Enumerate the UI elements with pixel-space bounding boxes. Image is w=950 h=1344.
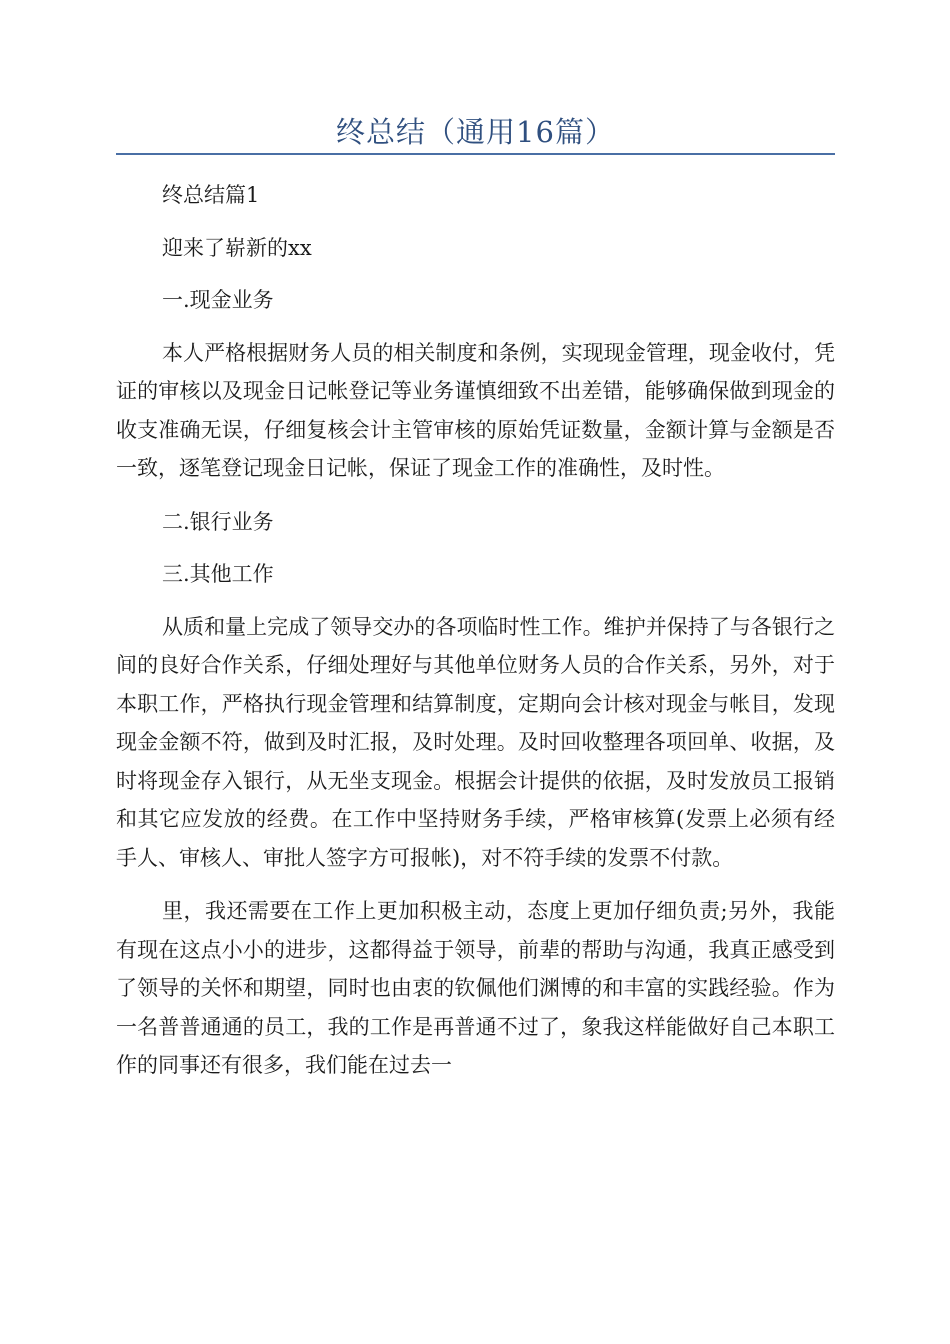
section-heading-bank: 二.银行业务	[162, 509, 274, 534]
section-heading-1: 终总结篇1	[162, 183, 260, 207]
section-heading-other: 三.其他工作	[162, 562, 274, 586]
title-underline	[116, 153, 835, 155]
paragraph-other-work: 从质和量上完成了领导交办的各项临时性工作。维护并保持了与各银行之间的良好合作关系，仔细处理好与其他单位财务人员的合作关系，另外，对于本职工作，严格执行现金管理和结算制度，定期向会计核对现金与帐目，发现现金金额不符，做到及时汇报，及时处理。及时回收整理各项回单、收据，及时将现金存入银行，从无坐支现金。根据会计提供的依据，及时发放员工报销和其它应发放的经费。在工作中坚持财务手续，严格审核算(发票上必须有经手人、审核人、审批人签字方可报帐)，对不符手续的发票不付款。	[116, 614, 835, 870]
intro-line: 迎来了崭新的xx	[162, 235, 312, 260]
section-heading-cash: 一.现金业务	[162, 288, 274, 312]
document-title: 终总结（通用16篇）	[336, 115, 615, 149]
paragraph-cash: 本人严格根据财务人员的相关制度和条例，实现现金管理，现金收付，凭证的审核以及现金日记帐登记等业务谨慎细致不出差错，能够确保做到现金的收支准确无误，仔细复核会计主管审核的原始凭证数量，金额计算与金额是否一致，逐笔登记现金日记帐，保证了现金工作的准确性，及时性。	[116, 340, 835, 480]
document-body	[116, 176, 835, 1100]
paragraph-reflection: 里，我还需要在工作上更加积极主动，态度上更加仔细负责;另外，我能有现在这点小小的进步，这都得益于领导，前辈的帮助与沟通，我真正感受到了领导的关怀和期望，同时也由衷的钦佩他们渊博的和丰富的实践经验。作为一名普普通通的员工，我的工作是再普通不过了，象我这样能做好自己本职工作的同事还有很多，我们能在过去一	[116, 899, 835, 1077]
